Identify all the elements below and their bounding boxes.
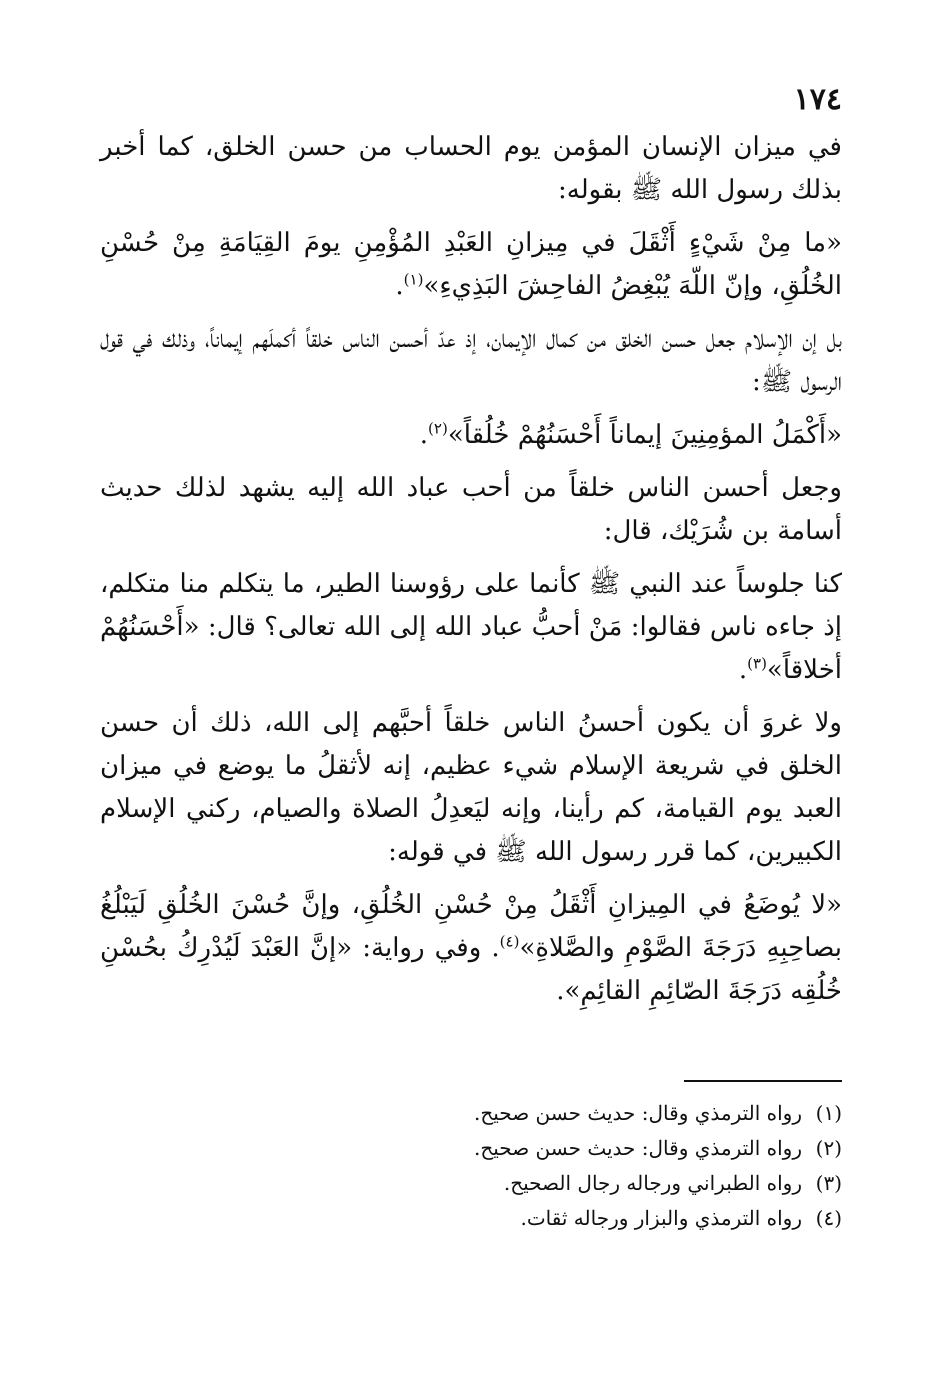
paragraph-1-text: في ميزان الإنسان المؤمن يوم الحساب من حسن الخلق، كما أخبر بذلك رسول الله ﷺ بقوله: — [100, 132, 842, 205]
footnote-separator — [684, 1080, 842, 1082]
footnote-2 — [100, 1131, 842, 1166]
footnote-1-number: (١) — [815, 1101, 842, 1125]
paragraph-3-text: وجعل أحسن الناس خلقاً من أحب عباد الله إليه يشهد لذلك حديث أسامة بن شُرَيْك، قال: — [100, 473, 842, 546]
book-page — [100, 80, 842, 1300]
footnote-1 — [100, 1096, 842, 1131]
paragraph-1 — [100, 126, 842, 212]
footnote-3-text: رواه الطبراني ورجاله رجال الصحيح. — [503, 1171, 802, 1195]
footnote-3 — [100, 1166, 842, 1201]
hadith-quote-4 — [100, 884, 842, 1013]
paragraph-2-text: بل إن الإسلام جعل حسن الخلق من كمال الإيمان، إذ عدّ أحسن الناس خلقاً أكملَهم إيماناً، وذلك في قول الرسول ﷺ: — [100, 324, 842, 397]
footnote-ref-2: (٢) — [428, 419, 448, 438]
hadith-quote-1 — [100, 222, 842, 308]
footnote-4-text: رواه الترمذي والبزار ورجاله ثقات. — [520, 1206, 802, 1230]
footnote-3-number: (٣) — [815, 1171, 842, 1195]
page-number: ١٧٤ — [793, 82, 842, 117]
hadith-quote-3-end: . — [738, 655, 748, 685]
paragraph-2 — [100, 318, 842, 404]
hadith-quote-3 — [100, 563, 842, 692]
body-text — [100, 126, 842, 1013]
footnote-2-number: (٢) — [815, 1136, 842, 1160]
footnotes — [100, 1096, 842, 1236]
hadith-quote-3-text: كنا جلوساً عند النبي ﷺ كأنما على رؤوسنا الطير، ما يتكلم منا متكلم، إذ جاءه ناس فقالوا: مَنْ أحبُّ عباد الله إلى الله تعالى؟ قال: «أَحْسَنُهُمْ أخلاقاً» — [100, 569, 842, 685]
hadith-quote-1-text: «ما مِنْ شَيْءٍ أَثْقَلَ في مِيزانِ العَبْدِ المُؤْمِنِ يومَ القِيَامَةِ مِنْ حُسْنِ الخُلُقِ، وإنّ اللّهَ يُبْغِضُ الفاحِشَ البَذِيءِ» — [100, 228, 842, 301]
footnote-4 — [100, 1201, 842, 1236]
hadith-quote-4-end: . وفي رواية: «إنَّ العَبْدَ لَيُدْرِكُ بحُسْنِ خُلُقِه دَرَجَةَ الصّائِمِ القائِمِ». — [100, 933, 842, 1006]
footnote-1-text: رواه الترمذي وقال: حديث حسن صحيح. — [474, 1101, 802, 1125]
hadith-quote-1-end: . — [395, 271, 404, 301]
footnote-ref-1: (١) — [403, 270, 424, 289]
hadith-quote-2-end: . — [419, 420, 429, 450]
footnote-2-text: رواه الترمذي وقال: حديث حسن صحيح. — [474, 1136, 802, 1160]
paragraph-4 — [100, 702, 842, 874]
paragraph-4-text: ولا غروَ أن يكون أحسنُ الناس خلقاً أحبَّهم إلى الله، ذلك أن حسن الخلق في شريعة الإسلام شيء عظيم، إنه لأثقلُ ما يوضع في ميزان العبد يوم القيامة، كم رأينا، وإنه ليَعدِلُ الصلاة والصيام، ركني الإسلام الكبيرين، كما قرر رسول الله ﷺ في قوله: — [100, 708, 842, 867]
paragraph-3 — [100, 467, 842, 553]
hadith-quote-2-text: «أَكْمَلُ المؤمِنِينَ إيماناً أَحْسَنُهُمْ خُلُقاً» — [447, 420, 842, 450]
hadith-quote-2 — [100, 414, 842, 457]
footnote-ref-3: (٣) — [747, 654, 767, 673]
footnote-4-number: (٤) — [815, 1206, 842, 1230]
hadith-quote-4-text: «لا يُوضَعُ في المِيزانِ أَثْقَلُ مِنْ حُسْنِ الخُلُقِ، وإنَّ حُسْنَ الخُلُقِ لَيَبْلُغُ بصاحِبِهِ دَرَجَةَ الصَّوْمِ والصَّلاةِ» — [100, 890, 843, 963]
footnote-ref-4: (٤) — [499, 932, 520, 951]
